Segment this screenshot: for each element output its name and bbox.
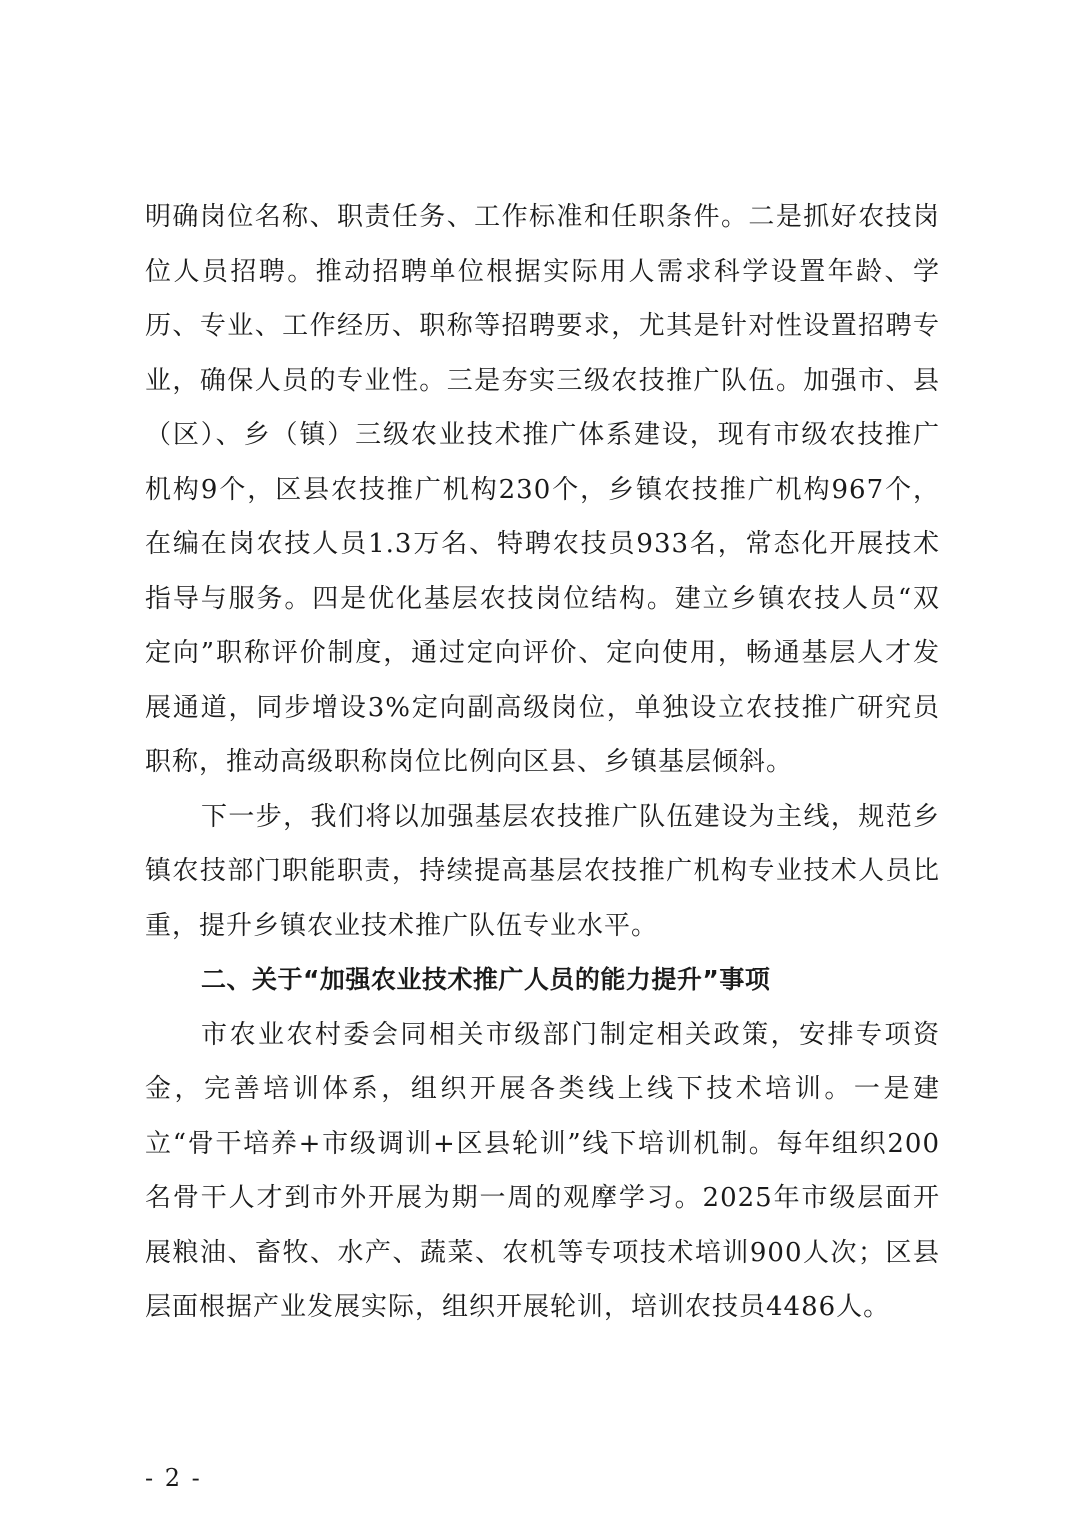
section-heading-2: 二、关于“加强农业技术推广人员的能力提升”事项 [201, 965, 771, 994]
body-paragraph-training: 市农业农村委会同相关市级部门制定相关政策，安排专项资金，完善培训体系，组织开展各类线上线下技术培训。一是建立“骨干培养+市级调训+区县轮训”线下培训机制。每年组织200名骨干人才到市外开展为期一周的观摩学习。2025年市级层面开展粮油、畜牧、水产、蔬菜、农机等专项技术培训900人次；区县层面根据产业发展实际，组织开展轮训，培训农技员4486人。 [145, 1019, 940, 1322]
document-body [145, 190, 940, 1335]
body-paragraph-continued: 明确岗位名称、职责任务、工作标准和任职条件。二是抓好农技岗位人员招聘。推动招聘单位根据实际用人需求科学设置年龄、学历、专业、工作经历、职称等招聘要求，尤其是针对性设置招聘专业，确保人员的专业性。三是夯实三级农技推广队伍。加强市、县（区）、乡（镇）三级农业技术推广体系建设，现有市级农技推广机构9个，区县农技推广机构230个，乡镇农技推广机构967个，在编在岗农技人员1.3万名、特聘农技员933名，常态化开展技术指导与服务。四是优化基层农技岗位结构。建立乡镇农技人员“双定向”职称评价制度，通过定向评价、定向使用，畅通基层人才发展通道，同步增设3%定向副高级岗位，单独设立农技推广研究员职称，推动高级职称岗位比例向区县、乡镇基层倾斜。 [145, 202, 940, 777]
page-number: - 2 - [145, 1464, 202, 1492]
body-paragraph-next-step: 下一步，我们将以加强基层农技推广队伍建设为主线，规范乡镇农技部门职能职责，持续提高基层农技推广机构专业技术人员比重，提升乡镇农业技术推广队伍专业水平。 [145, 801, 940, 941]
